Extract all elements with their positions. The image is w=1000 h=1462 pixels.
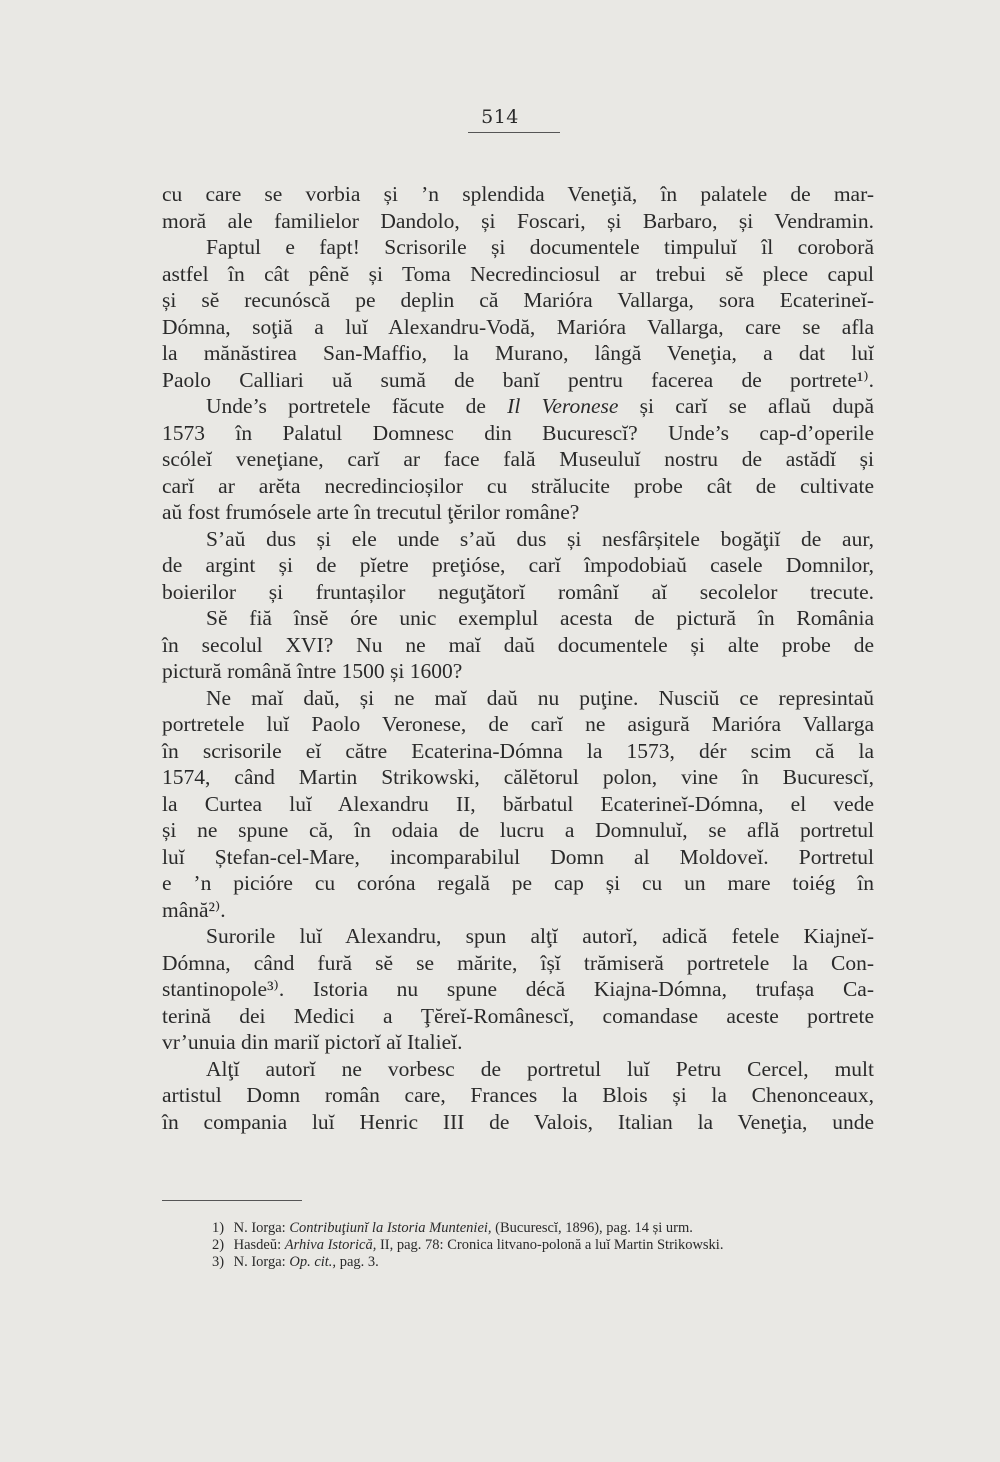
text-line: stantinopole³⁾. Istoria nu spune décă Kiajna-Dómna, trufașa Ca- [162, 977, 874, 1001]
text-line: cu care se vorbia și ’n splendida Veneţiă, în palatele de mar- [162, 182, 874, 206]
italic-name: Il Veronese [507, 394, 619, 418]
text-line: în compania luĭ Henric III de Valois, Italian la Veneţia, unde [162, 1109, 874, 1134]
footnote-rest: (Bucurescĭ, 1896), pag. 14 și urm. [491, 1220, 693, 1236]
footnote [212, 1237, 882, 1254]
text-line: Dómna, soţiă a luĭ Alexandru-Vodă, Marióra Vallarga, care se afla [162, 314, 874, 339]
footnote-title: Arhiva Istorică, [284, 1237, 377, 1253]
text-line: portretele luĭ Paolo Veronese, de carĭ ne asigură Marióra Vallarga [162, 712, 874, 736]
text-line: astfel în cât pênĕ și Toma Necredinciosul ar trebui sĕ plece capul [162, 261, 874, 286]
text-line: de argint și de pĭetre preţióse, carĭ împodobiaŭ casele Domnilor, [162, 553, 874, 577]
text-line: și ne spune că, în odaia de lucru a Domnuluĭ, se află portretul [162, 818, 874, 842]
text-line: aŭ fost frumósele arte în trecutul ţĕrilor române? [162, 500, 580, 524]
footnote-rest: pag. 3. [336, 1254, 379, 1270]
page-number-rule [468, 132, 560, 133]
footnote-rest: II, pag. 78: Cronica litvano-polonă a luĭ Martin Strikowski. [376, 1237, 724, 1253]
footnote-author: N. Iorga: [233, 1220, 290, 1236]
text-line: Unde’s portretele făcute de Il Veronese și carĭ se aflaŭ după [206, 394, 874, 418]
footnote-title: Op. cit., [289, 1254, 337, 1270]
text-line: e ’n picióre cu coróna regală pe cap și cu un mare toiég în [162, 871, 874, 895]
text-line: Sĕ fiă însĕ óre unic exemplul acesta de pictură în România [206, 606, 874, 630]
footnote-number: 1) [212, 1220, 225, 1236]
text-line: Alţĭ autorĭ ne vorbesc de portretul luĭ Petru Cercel, mult [206, 1056, 874, 1081]
text-line: Ne maĭ daŭ, și ne maĭ daŭ nu puţine. Nusciŭ ce represintaŭ [206, 685, 874, 710]
text-line: pictură română între 1500 și 1600? [162, 659, 463, 683]
text-line: moră ale familielor Dandolo, și Foscari, și Barbaro, și Vendramin. [162, 208, 874, 233]
text-line: și sĕ recunóscă pe deplin că Marióra Vallarga, sora Ecaterineĭ- [162, 288, 874, 312]
text-line: boierilor și fruntașilor neguţătorĭ românĭ aĭ secolelor trecute. [162, 579, 874, 604]
body-text [162, 181, 874, 1135]
text-line: 1574, când Martin Strikowski, călĕtorul polon, vine în Bucurescĭ, [162, 765, 874, 789]
text-line: Paolo Calliari uă sumă de banĭ pentru facerea de portrete¹⁾. [162, 367, 874, 392]
text-line: carĭ ar arĕta necredincioșilor cu strălucite probe cât de cultivate [162, 473, 874, 498]
footnote [212, 1220, 882, 1237]
text-line: vr’unuia din mariĭ pictorĭ aĭ Italieĭ. [162, 1030, 463, 1054]
text-line: Faptul e fapt! Scrisorile și documentele timpuluĭ îl coroboră [206, 235, 874, 259]
text-line: terină dei Medici a Ţĕreĭ-Românescĭ, comandase aceste portrete [162, 1003, 874, 1028]
text-line: S’aŭ dus și ele unde s’aŭ dus și nesfârșitele bogăţiĭ de aur, [206, 526, 874, 551]
footnote-author: N. Iorga: [233, 1254, 290, 1270]
text-line: mână²⁾. [162, 897, 226, 922]
text-line: scóleĭ veneţiane, carĭ ar face fală Museuluĭ nostru de astădĭ și [162, 447, 874, 471]
text-line: artistul Domn român care, Frances la Blois și la Chenonceaux, [162, 1083, 874, 1107]
text-line: la mănăstirea San-Maffio, la Murano, lângă Veneţia, a dat luĭ [162, 341, 874, 365]
page-number: 514 [481, 106, 519, 128]
text-line: la Curtea luĭ Alexandru II, bărbatul Ecaterineĭ-Dómna, el vede [162, 791, 874, 816]
footnotes [212, 1220, 882, 1271]
footnote-number: 3) [212, 1254, 225, 1270]
footnote-number: 2) [212, 1237, 225, 1253]
footnote-author: Hasdeŭ: [233, 1237, 285, 1253]
text-line: în secolul XVI? Nu ne maĭ daŭ documentele și alte probe de [162, 632, 874, 657]
footnote [212, 1254, 882, 1271]
footnote-title: Contribuţiunĭ la Istoria Munteniei, [289, 1220, 492, 1236]
text-line: Surorile luĭ Alexandru, spun alţĭ autorĭ, adică fetele Kiajneĭ- [206, 924, 874, 948]
text-line: Dómna, când fură sĕ se mărite, îșĭ trămiseră portretele la Con- [162, 950, 874, 975]
text-line: luĭ Ștefan-cel-Mare, incomparabilul Domn al Moldoveĭ. Portretul [162, 844, 874, 869]
text-line: în scrisorile eĭ către Ecaterina-Dómna la 1573, dér scim că la [162, 738, 874, 763]
text-line: 1573 în Palatul Domnesc din Bucurescĭ? Unde’s cap-d’operile [162, 420, 874, 445]
footnote-rule [162, 1200, 302, 1201]
